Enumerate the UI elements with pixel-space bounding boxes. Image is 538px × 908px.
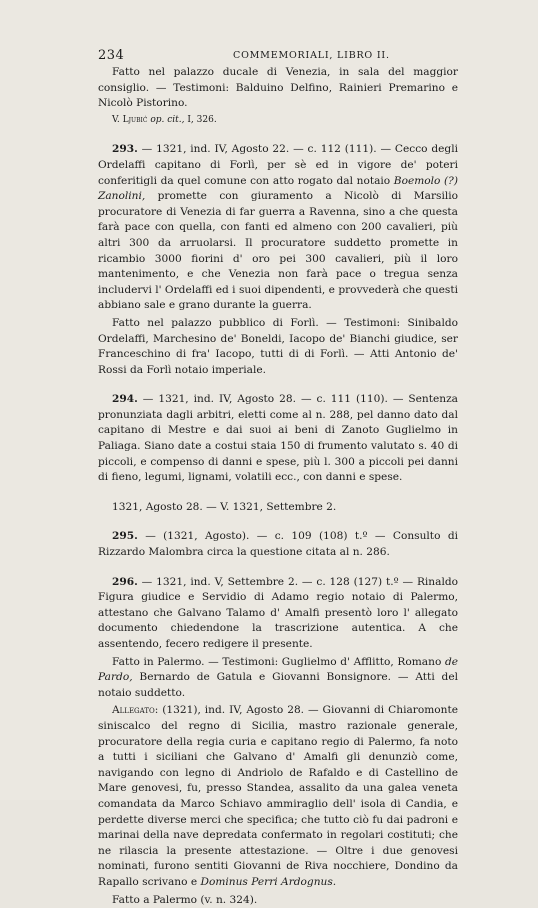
entry-italic: Boemolo (?) Zanolini, xyxy=(98,175,458,203)
entry-text: Fatto in Palermo. — Testimoni: Guglielmo d' Afflitto, Romano xyxy=(112,656,445,668)
entry-number: 293. xyxy=(112,143,138,155)
ref-opcit: op. cit., xyxy=(147,115,184,125)
ref-rest: I, 326. xyxy=(185,115,217,125)
entry-italic: Dominus Perri Ardognus. xyxy=(200,876,336,888)
entry-number: 295. xyxy=(112,530,138,542)
entry-293-witnesses xyxy=(98,316,458,378)
entry-293 xyxy=(98,142,458,314)
entry-296-attachment xyxy=(98,703,458,890)
date-text: 1321, Agosto 28. — V. 1321, Settembre 2. xyxy=(112,501,336,513)
page-number: 234 xyxy=(98,48,124,63)
entry-number: 294. xyxy=(112,393,138,405)
entry-296-witnesses xyxy=(98,655,458,702)
date-crossref xyxy=(98,500,458,516)
attachment-label: Allegato xyxy=(112,704,155,716)
entry-text: Bernardo de Gatula e Giovanni Bonsignore. — Atti del notaio suddetto. xyxy=(98,671,458,699)
running-title: COMMEMORIALI, LIBRO II. xyxy=(233,50,390,61)
entry-text: Fatto a Palermo (v. n. 324). xyxy=(112,894,257,906)
paragraph-text: Fatto nel palazzo ducale di Venezia, in sala del maggior consiglio. — Testimoni: Balduino Delfino, Rainieri Premarino e Nicolò Pistorino. xyxy=(98,66,458,109)
entry-italic: de Pardo, xyxy=(98,656,458,684)
entry-text: : (1321), ind. IV, Agosto 28. — Giovanni di Chiaromonte siniscalco del regno di Sicilia, mastro razionale generale, procuratore della regia curia e capitano regio di Palermo, fa noto a tutti i siciliani che Galvano d' Amalfi gli denunziò come, navigando con legno di Andriolo de Rafaldo e di Castellino de Mare genovesi, fu, presso Standea, assalito da una galea veneta comandata da Marco Schiavo ammiraglio dell' isola di Candia, e perdette diverse merci che specifica; che tutto ciò fu dai padroni e marinai della nave depredata confermato in regolari costituti; che ne rilascia la presente attestazione. — Oltre i due genovesi nominati, furono sentiti Giovanni de Riva nocchiere, Dondino da Rapallo scrivano e xyxy=(98,704,458,888)
reference-note xyxy=(98,113,458,129)
ref-author: Ljubić xyxy=(123,115,148,125)
entry-text: — (1321, Agosto). — c. 109 (108) t.º — Consulto di Rizzardo Malombra circa la questione citata al n. 286. xyxy=(98,530,458,558)
page-header xyxy=(98,48,458,64)
entry-295 xyxy=(98,529,458,560)
entry-text: Fatto nel palazzo pubblico di Forlì. — Testimoni: Sinibaldo Ordelaffi, Marchesino de' Boneldi, Iacopo de' Bianchi giudice, ser Franceschino di fra' Iacopo, tutti di di Forlì. — Atti Antonio de' Rossi da Forlì notaio imperiale. xyxy=(98,317,458,376)
entry-296-place xyxy=(98,893,458,908)
page-body xyxy=(98,65,458,908)
entry-text: promette con giuramento a Nicolò di Marsilio procuratore di Venezia di far guerra a Ravenna, sino a che questa farà pace con quella, con fanti ed almeno con 200 cavalieri, più altri 300 da arruolarsi. Il procuratore suddetto promette in ricambio 3000 fiorini d' oro pei 300 cavalieri, più il loro mantenimento, e che Venezia non farà pace o tregua senza includervi l' Ordelaffi ed i suoi dipendenti, e provvederà che questi abbiano sale e grano durante la guerra. xyxy=(98,190,458,311)
paragraph-witnesses-venice xyxy=(98,65,458,112)
entry-text: — 1321, ind. V, Settembre 2. — c. 128 (127) t.º — Rinaldo Figura giudice e Servidio di Adamo regio notaio di Palermo, attestano che Galvano Talamo d' Amalfi presentò loro l' allegato documento chiedendone la trascrizione autentica. A che assentendo, fecero redigere il presente. xyxy=(98,576,458,650)
entry-text: — 1321, ind. IV, Agosto 28. — c. 111 (110). — Sentenza pronunziata dagli arbitri, eletti come al n. 288, pel danno dato dal capitano di Mestre e dai suoi ai beni di Zanoto Guglielmo in Paliaga. Siano date a costui staia 150 di frumento valutato s. 40 di piccoli, e compenso di danni e spese, più l. 300 a piccoli pei danni di fieno, legumi, lignami, volatili ecc., con danni e spese. xyxy=(98,393,458,483)
entry-number: 296. xyxy=(112,576,138,588)
entry-296 xyxy=(98,575,458,653)
ref-prefix: V. xyxy=(112,115,123,125)
entry-294 xyxy=(98,392,458,486)
entry-text: — 1321, ind. IV, Agosto 22. — c. 112 (111). — Cecco degli Ordelaffi capitano di Forlì, per sè ed in vigore de' poteri conferitigli da quel comune con atto rogato dal notaio xyxy=(98,143,458,186)
